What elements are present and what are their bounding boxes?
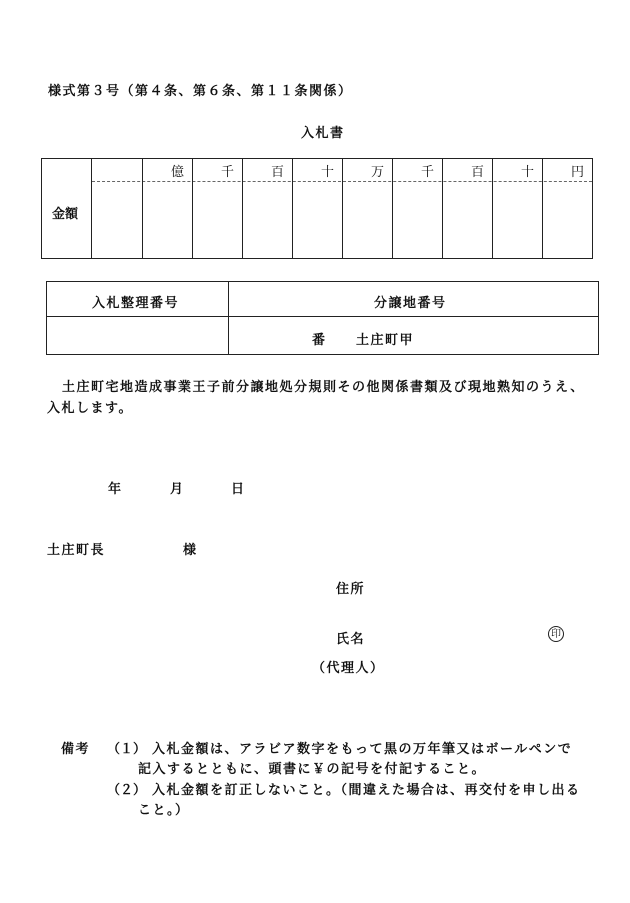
unit-hyaku-2: 百 [470,165,484,180]
lot-number-header: 分譲地番号 [374,296,447,311]
note-1-line-1: 入札金額は、アラビア数字をもって黒の万年筆又はボールペンで [152,742,573,757]
agent-label: （代理人） [312,661,385,676]
amount-row-label-cell [42,159,92,258]
note-1-line-2: 記入するとともに、頭書に￥の記号を付記すること。 [138,762,487,777]
amount-table [41,158,593,259]
unit-sen-1: 千 [220,165,234,180]
unit-oku: 億 [170,165,184,180]
unit-en: 円 [570,165,584,180]
amount-label: 金額 [52,207,79,222]
name-label: 氏名 [336,632,366,647]
addressee-name: 土庄町長 [47,543,106,558]
address-label: 住所 [336,582,366,597]
form-number: 様式第３号（第４条、第６条、第１１条関係） [48,84,353,99]
unit-juu-1: 十 [320,165,334,180]
note-2-line-2: こと。） [138,803,190,818]
document-title: 入札書 [301,126,345,141]
note-2-line-1: 入札金額を訂正しないこと。（間違えた場合は、再交付を申し出る [152,783,581,798]
lot-table-column-line [228,282,229,354]
note-2-number: （２） [107,783,147,798]
lot-number-suffix: 番 [312,333,326,348]
lot-table [46,281,599,355]
unit-man: 万 [370,165,384,180]
note-1-number: （１） [107,742,147,757]
date-month-label: 月 [170,482,184,497]
bid-number-header: 入札整理番号 [92,296,180,311]
unit-hyaku-1: 百 [270,165,284,180]
lot-location: 土庄町甲 [356,333,415,348]
seal-icon: 印 [548,626,564,642]
addressee-honorific: 様 [183,543,197,558]
lot-table-row-line [47,316,598,317]
unit-juu-2: 十 [520,165,534,180]
unit-sen-2: 千 [420,165,434,180]
notes-heading: 備考 [61,742,91,757]
date-year-label: 年 [108,482,122,497]
statement-line-1: 土庄町宅地造成事業王子前分譲地処分規則その他関係書類及び現地熟知のうえ、 [62,380,585,395]
date-day-label: 日 [231,482,245,497]
statement-line-2: 入札します。 [47,401,133,416]
